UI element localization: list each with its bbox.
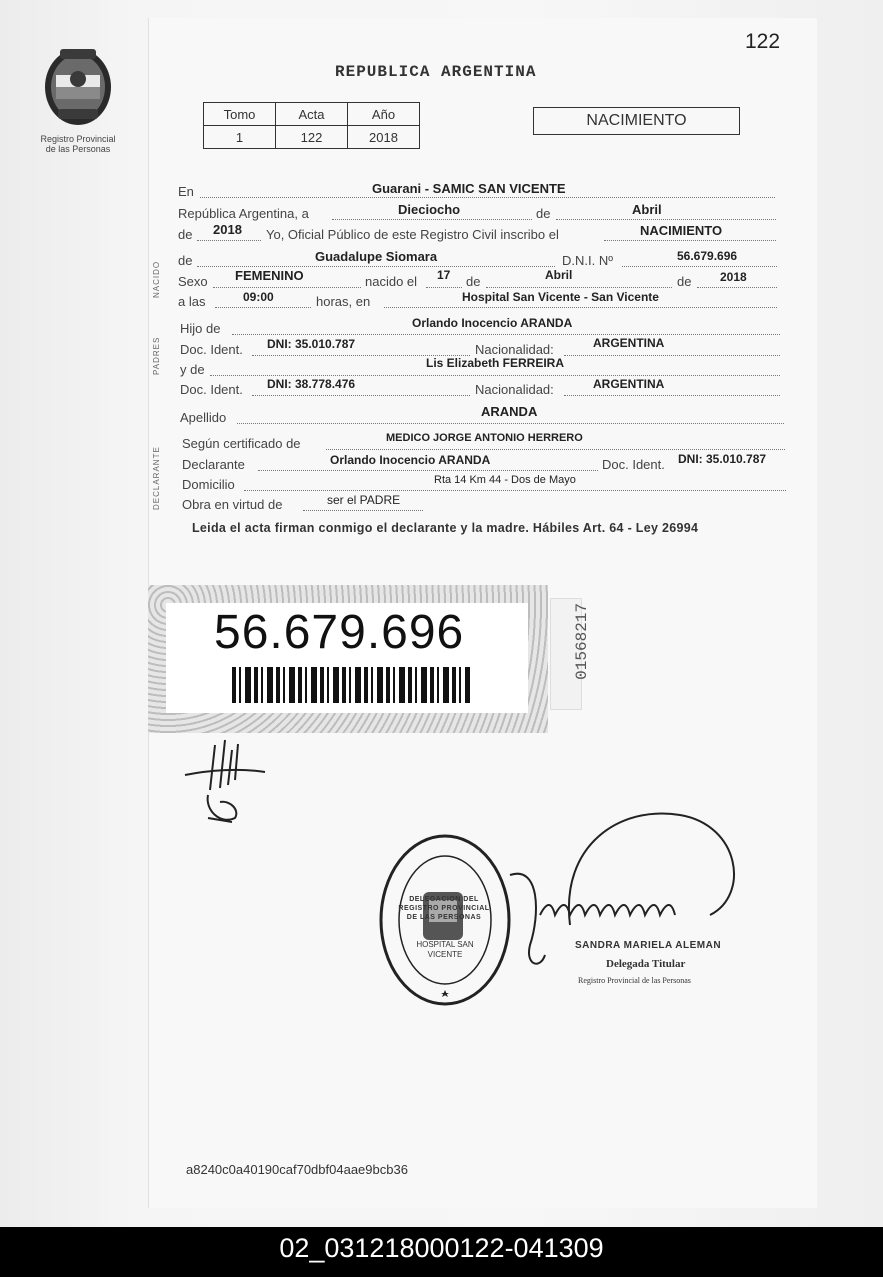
value-sexo: FEMENINO xyxy=(235,268,304,283)
register-value-ano: 2018 xyxy=(348,126,420,149)
value-month: Abril xyxy=(632,202,662,217)
dots-lugar xyxy=(384,307,777,308)
label-segun-certificado: Según certificado de xyxy=(182,436,301,451)
label-de-year: de xyxy=(178,227,193,242)
label-hijo-de: Hijo de xyxy=(180,321,221,336)
label-nacido-el: nacido el xyxy=(365,274,418,289)
sticker-number: 56.679.696 xyxy=(214,606,465,659)
dots-birth-day xyxy=(426,287,462,288)
value-padre: Orlando Inocencio ARANDA xyxy=(412,316,573,330)
label-en: En xyxy=(178,184,194,199)
label-doc-ident-declarante: Doc. Ident. xyxy=(602,457,665,472)
label-dni: D.N.I. Nº xyxy=(562,253,613,268)
value-doc-padre: DNI: 35.010.787 xyxy=(267,337,356,351)
label-doc-ident-padre: Doc. Ident. xyxy=(180,342,243,357)
value-doc-madre: DNI: 38.778.476 xyxy=(267,377,356,391)
barcode-icon xyxy=(232,667,470,703)
register-value-acta: 122 xyxy=(276,126,348,149)
value-day: Dieciocho xyxy=(398,202,461,217)
register-value-tomo: 1 xyxy=(204,126,276,149)
dots-month xyxy=(556,219,776,220)
dots-sexo xyxy=(213,287,361,288)
registry-logo xyxy=(30,45,126,155)
register-table xyxy=(203,102,420,149)
sticker-serial xyxy=(550,598,591,710)
value-birth-month: Abril xyxy=(545,268,573,282)
value-nacionalidad-madre: ARGENTINA xyxy=(593,377,665,391)
register-header-acta: Acta xyxy=(276,103,348,126)
register-header-ano: Año xyxy=(348,103,420,126)
dots-hora xyxy=(215,307,311,308)
value-declarante: Orlando Inocencio ARANDA xyxy=(330,453,491,467)
dots-apellido xyxy=(237,423,784,424)
value-madre: Lis Elizabeth FERREIRA xyxy=(426,356,565,370)
value-birth-year: 2018 xyxy=(720,270,747,284)
province-seal-icon xyxy=(30,45,126,129)
label-oficial: Yo, Oficial Público de este Registro Civil inscribo el xyxy=(266,227,559,242)
barcode-sticker-face xyxy=(166,603,528,713)
value-hora: 09:00 xyxy=(243,290,274,304)
label-nacionalidad-madre: Nacionalidad: xyxy=(475,382,554,397)
side-label-declarante: DECLARANTE xyxy=(152,446,161,510)
document-title: REPUBLICA ARGENTINA xyxy=(335,63,537,81)
doc-type-box: NACIMIENTO xyxy=(533,107,740,135)
dots-madre xyxy=(210,375,780,376)
label-a-las: a las xyxy=(178,294,206,309)
dots-nac-madre xyxy=(564,395,780,396)
value-year: 2018 xyxy=(213,222,242,237)
page-number: 122 xyxy=(745,30,781,53)
stamp-outer-text: DELEGACION DEL REGISTRO PROVINCIAL DE LAS PERSONAS xyxy=(398,896,490,921)
value-child-name: Guadalupe Siomara xyxy=(315,249,438,264)
declarant-signature-icon xyxy=(180,730,270,830)
value-inscribo: NACIMIENTO xyxy=(640,223,723,238)
sticker-serial-text: 01568217 xyxy=(573,603,591,680)
delegate-subtitle: Registro Provincial de las Personas xyxy=(578,976,691,985)
label-obra-en-virtud: Obra en virtud de xyxy=(182,497,283,512)
value-obra: ser el PADRE xyxy=(327,493,401,507)
dots-en xyxy=(200,197,775,198)
dots-segun xyxy=(326,449,785,450)
document-hash: a8240c0a40190caf70dbf04aae9bcb36 xyxy=(186,1162,408,1177)
label-sexo: Sexo xyxy=(178,274,208,289)
label-de-month: de xyxy=(536,206,551,221)
dots-day xyxy=(332,219,532,220)
footer-code: 02_031218000122-041309 xyxy=(0,1227,883,1277)
label-domicilio: Domicilio xyxy=(182,477,235,492)
dots-doc-madre xyxy=(252,395,470,396)
value-nacionalidad-padre: ARGENTINA xyxy=(593,336,665,350)
value-lugar-inscripcion: Guarani - SAMIC SAN VICENTE xyxy=(372,181,566,196)
dots-name xyxy=(197,266,555,267)
label-nacionalidad-padre: Nacionalidad: xyxy=(475,342,554,357)
label-apellido: Apellido xyxy=(180,410,227,425)
dots-nac-padre xyxy=(564,355,780,356)
dots-padre xyxy=(232,334,780,335)
label-republica: República Argentina, a xyxy=(178,206,309,221)
dots-dni xyxy=(622,266,777,267)
dots-inscribo xyxy=(604,240,776,241)
label-doc-ident-madre: Doc. Ident. xyxy=(180,382,243,397)
label-horas-en: horas, en xyxy=(316,294,371,309)
label-de-birth-year: de xyxy=(677,274,692,289)
value-apellido: ARANDA xyxy=(481,404,538,419)
dots-obra xyxy=(303,510,423,511)
value-certificado-medico: MEDICO JORGE ANTONIO HERRERO xyxy=(386,432,583,444)
side-label-padres: PADRES xyxy=(152,336,161,375)
label-declarante: Declarante xyxy=(182,457,245,472)
register-header-tomo: Tomo xyxy=(204,103,276,126)
label-de-name: de xyxy=(178,253,193,268)
dots-declarante xyxy=(258,470,598,471)
side-label-nacido: NACIDO xyxy=(152,260,161,298)
delegate-name: SANDRA MARIELA ALEMAN xyxy=(575,940,722,951)
dots-domicilio xyxy=(244,490,786,491)
dots-year xyxy=(197,240,261,241)
label-y-de: y de xyxy=(180,362,205,377)
barcode-sticker xyxy=(148,585,548,733)
logo-caption-line2: de las Personas xyxy=(45,144,111,154)
stamp-inner-text: HOSPITAL SAN VICENTE xyxy=(416,940,474,959)
value-domicilio: Rta 14 Km 44 - Dos de Mayo xyxy=(434,474,576,486)
dots-birth-year xyxy=(697,287,777,288)
label-de-birth-month: de xyxy=(466,274,481,289)
closing-text: Leida el acta firman conmigo el declarante y la madre. Hábiles Art. 64 - Ley 26994 xyxy=(192,521,699,535)
value-lugar-nacimiento: Hospital San Vicente - San Vicente xyxy=(462,290,659,304)
value-child-dni: 56.679.696 xyxy=(677,249,738,263)
value-birth-day: 17 xyxy=(437,268,451,282)
value-doc-declarante: DNI: 35.010.787 xyxy=(678,452,767,466)
logo-caption-line1: Registro Provincial xyxy=(40,134,116,144)
delegate-title: Delegada Titular xyxy=(606,958,686,970)
dots-birth-month xyxy=(486,287,672,288)
